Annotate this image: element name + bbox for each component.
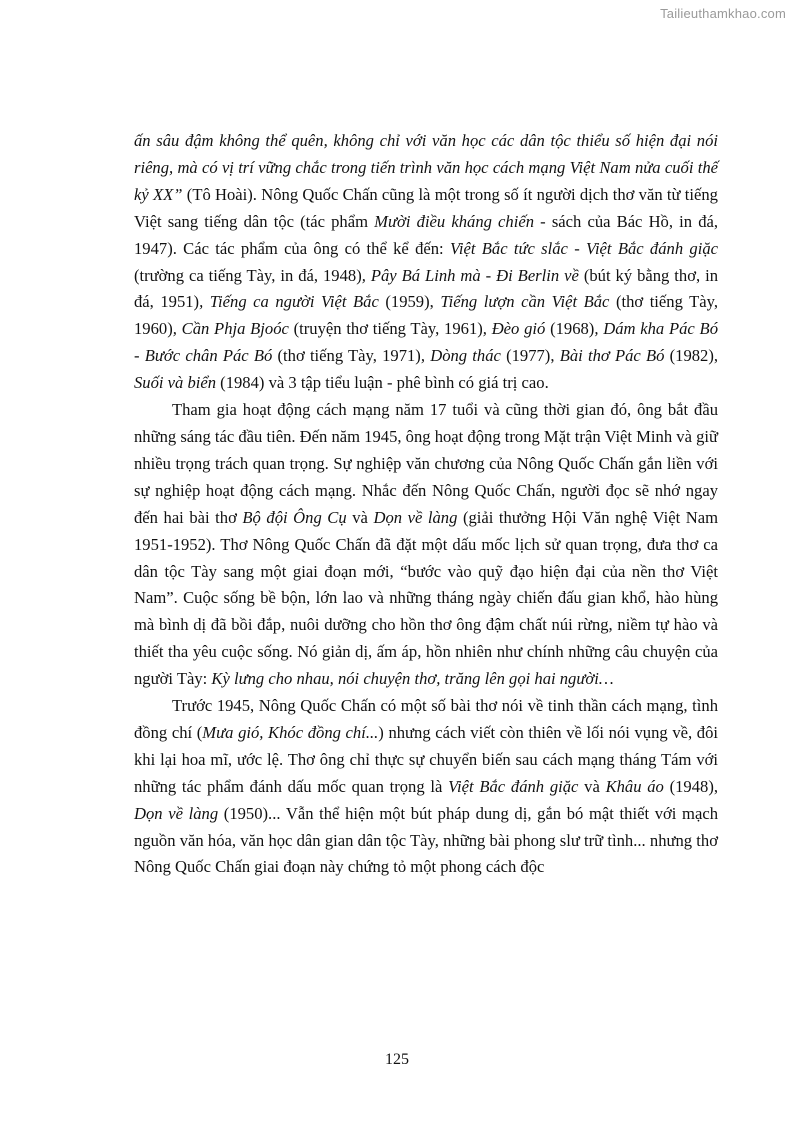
italic-title-run: Suối và biển xyxy=(134,373,217,393)
text-run: (1982), xyxy=(664,346,719,366)
paragraph-career xyxy=(134,397,718,693)
text-run: (Tô Hoài). Nông Quốc Chấn cũng là một trong số ít người dịch thơ văn từ tiếng Việt sang tiếng dân tộc (tác phẩm xyxy=(134,184,718,231)
italic-title-run: ấn sâu đậm không thể quên, không chỉ với văn học các dân tộc thiểu số hiện đại nói riêng, mà có vị trí vững chắc trong tiến trình văn học cách mạng Việt Nam nửa cuối thế kỷ XX” xyxy=(134,131,718,204)
italic-title-run: Tiếng lượn cần Việt Bắc xyxy=(440,292,610,312)
italic-title-run: Dọn về làng xyxy=(373,507,458,527)
italic-title-run: Dọn về làng xyxy=(134,803,219,823)
text-run: (bút ký bằng thơ, in đá, 1951) xyxy=(134,265,718,312)
text-run: Tham gia hoạt động cách mạng năm 17 tuổi và cũng thời gian đó, ông bắt đầu những sáng tác đầu tiên. Đến năm 1945, ông hoạt động trong Mặt trận Việt Minh và giữ nhiều trọng trách quan trọng. Sự nghiệp văn chương của Nông Quốc Chấn gắn liền với sự nghiệp hoạt động cách mạng. Nhắc đến Nông Quốc Chấn, người đọc sẽ nhớ ngay đến hai bài thơ xyxy=(134,400,718,527)
text-run: (1948), xyxy=(663,776,718,796)
text-run: (1959), xyxy=(378,292,441,312)
page-body xyxy=(134,128,718,881)
text-run: (thơ tiếng Tày, 1971) xyxy=(272,346,421,366)
text-run: Trước 1945, Nông Quốc Chấn có một số bài thơ nói về tinh thần cách mạng, tình đồng chí ( xyxy=(134,696,718,742)
text-run: (1984) và 3 tập tiểu luận - phê bình có giá trị cao. xyxy=(216,373,549,393)
text-run: (1977), xyxy=(500,346,560,366)
text-run: (trường ca tiếng Tày, in đá, 1948) xyxy=(134,265,362,285)
italic-title-run: Khâu áo xyxy=(605,776,664,796)
page-number: 125 xyxy=(385,1051,409,1068)
text-run: (giải thưởng Hội Văn nghệ Việt Nam 1951-1952). Thơ Nông Quốc Chấn đã đặt một dấu mốc lịch sử quan trọng, đưa thơ ca dân tộc Tày sang một giai đoạn mới, “bước vào quỹ đạo hiện đại của nền thơ Việt Nam”. Cuộc sống bề bộn, lớn lao và những tháng ngày chiến đấu gian khổ, hào hùng mà bình dị đã bồi đắp, nuôi dưỡng cho hồn thơ ông đậm chất núi rừng, niềm tự hào và thiết tha yêu cuộc sống. Nó giản dị, ấm áp, hồn nhiên như chính những câu chuyện của người Tày: xyxy=(134,507,719,689)
italic-title-run: Bài thơ Pác Bó xyxy=(559,346,665,366)
italic-title-run: Mưa gió, Khóc đồng chí... xyxy=(202,722,379,742)
italic-title-run: Bộ đội Ông Cụ xyxy=(242,507,347,527)
italic-title-run: Việt Bắc tức slắc - Việt Bắc đánh giặc xyxy=(449,238,718,258)
text-run: (truyện thơ tiếng Tày, 1961) xyxy=(288,319,483,339)
italic-title-run: , Cần Phja Bjoóc xyxy=(172,319,289,339)
text-run: ) nhưng cách viết còn thiên về lối nói vụng về, đôi khi lại hoa mĩ, ước lệ. Thơ ông chỉ thực sự chuyển biến sau cách mạng tháng Tám với những tác phẩm đánh dấu mốc quan trọng là xyxy=(134,722,718,796)
text-run: và xyxy=(578,776,606,796)
italic-title-run: Mười điều kháng chiến xyxy=(374,211,534,231)
watermark-text: Tailieuthamkhao.com xyxy=(660,6,786,21)
text-run: (1950)... Vẫn thể hiện một bút pháp dung dị, gắn bó mật thiết với mạch nguồn văn hóa, văn học dân gian dân tộc Tày, những bài phong slư trữ tình... nhưng thơ Nông Quốc Chấn giai đoạn này chứng tỏ một phong cách độc xyxy=(134,803,718,877)
italic-title-run: Kỳ lưng cho nhau, nói chuyện thơ, trăng lên gọi hai người… xyxy=(211,669,614,689)
text-run: - sách của Bác Hồ, in đá, 1947). Các tác phẩm của ông có thể kể đến: xyxy=(134,211,719,258)
text-run: (thơ tiếng Tày, 1960) xyxy=(134,292,718,339)
italic-title-run: , Pây Bá Linh mà - Đi Berlin về xyxy=(361,265,579,285)
italic-title-run: , Tiếng ca người Việt Bắc xyxy=(199,292,379,312)
paragraph-continuation xyxy=(134,128,718,397)
italic-title-run: , Dòng thác xyxy=(420,346,501,366)
italic-title-run: Việt Bắc đánh giặc xyxy=(448,776,579,796)
italic-title-run: , Dám kha Pác Bó - Bước chân Pác Bó xyxy=(134,319,718,366)
text-run: và xyxy=(346,507,374,527)
text-run: (1968) xyxy=(545,319,595,339)
italic-title-run: , Đèo gió xyxy=(482,319,546,339)
paragraph-before-1945 xyxy=(134,693,718,881)
